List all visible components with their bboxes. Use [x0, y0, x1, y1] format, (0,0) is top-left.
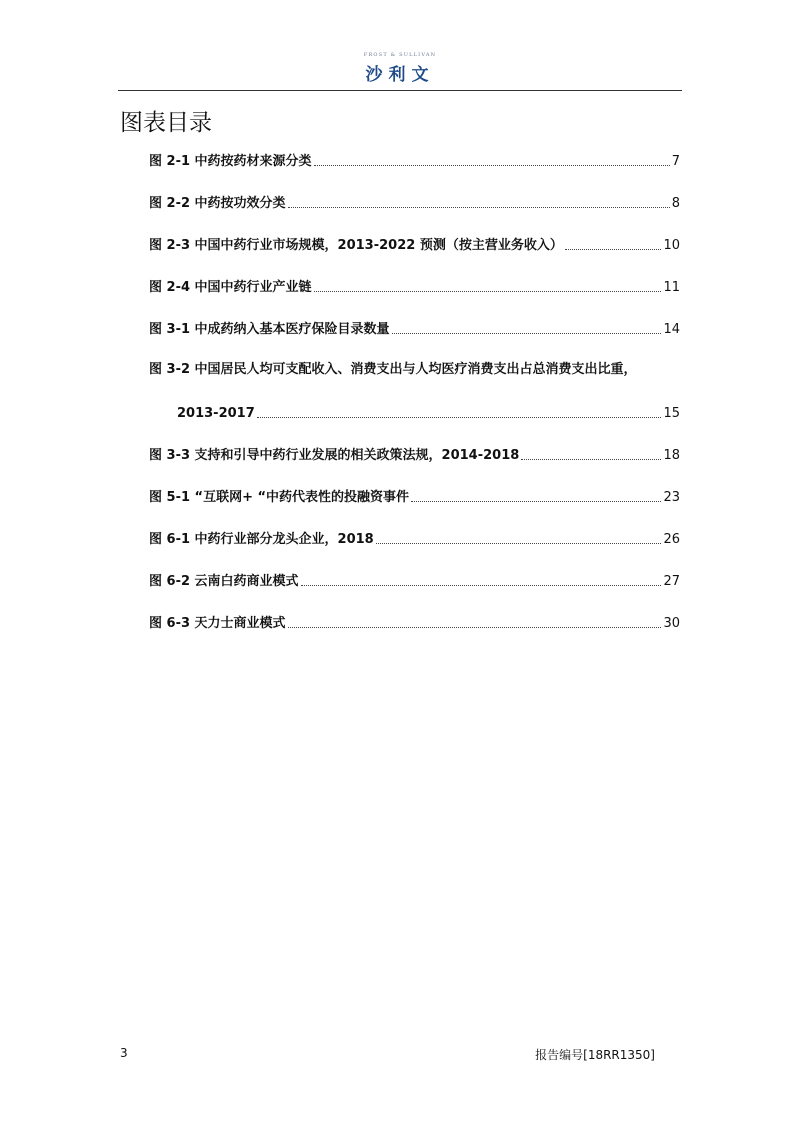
- toc-entry-fig-3-2[interactable]: 图 3-2 中国居民人均可支配收入、消费支出与人均医疗消费支出占总消费支出比重，: [149, 362, 637, 377]
- toc-entry-label: 图 3-3 支持和引导中药行业发展的相关政策法规，2014-2018: [149, 448, 520, 463]
- brand-name-chinese: 沙利文: [365, 65, 435, 85]
- toc-leader-dots: [376, 543, 662, 544]
- toc-entry-page: 10: [663, 238, 680, 253]
- toc-entry-page: 27: [663, 574, 680, 589]
- brand-name-english: FROST & SULLIVAN: [363, 52, 437, 58]
- toc-entry-page: 7: [671, 154, 680, 169]
- toc-leader-dots: [411, 501, 661, 502]
- toc-entry-label: 图 2-4 中国中药行业产业链: [149, 280, 312, 295]
- toc-entry-page: 26: [663, 532, 680, 547]
- toc-entry-fig-3-3[interactable]: [149, 444, 680, 464]
- toc-entry-label: 图 6-2 云南白药商业模式: [149, 574, 299, 589]
- toc-leader-dots: [301, 585, 662, 586]
- toc-leader-dots: [288, 207, 670, 208]
- toc-entry-page: 15: [663, 406, 680, 421]
- toc-leader-dots: [288, 627, 662, 628]
- toc-entry-fig-3-1[interactable]: [149, 318, 680, 338]
- toc-entry-label: 图 2-1 中药按药材来源分类: [149, 154, 312, 169]
- toc-entry-fig-2-3[interactable]: [149, 234, 680, 254]
- toc-leader-dots: [257, 417, 662, 418]
- toc-leader-dots: [565, 249, 662, 250]
- toc-entry-fig-6-3[interactable]: [149, 612, 680, 632]
- toc-leader-dots: [392, 333, 662, 334]
- toc-entry-fig-3-2-continued[interactable]: [177, 402, 680, 422]
- toc-entry-fig-2-1[interactable]: [149, 150, 680, 170]
- toc-title: 图表目录: [120, 110, 212, 136]
- toc-entry-page: 23: [663, 490, 680, 505]
- toc-entry-page: 30: [663, 616, 680, 631]
- toc-entry-page: 11: [663, 280, 680, 295]
- footer-report-id: 报告编号[18RR1350]: [535, 1048, 655, 1062]
- toc-entry-fig-5-1[interactable]: [149, 486, 680, 506]
- toc-entry-page: 14: [663, 322, 680, 337]
- toc-entry-label-continued: 2013-2017: [177, 406, 255, 421]
- header-divider: [118, 90, 682, 91]
- toc-entry-label: 图 6-1 中药行业部分龙头企业，2018: [149, 532, 374, 547]
- brand-logo: [0, 52, 800, 85]
- toc-entry-fig-6-1[interactable]: [149, 528, 680, 548]
- toc-leader-dots: [314, 165, 670, 166]
- toc-entry-label: 图 5-1 “互联网+ “中药代表性的投融资事件: [149, 490, 410, 505]
- footer-page-number: 3: [120, 1046, 128, 1060]
- toc-entry-page: 18: [663, 448, 680, 463]
- toc-entry-fig-2-4[interactable]: [149, 276, 680, 296]
- toc-entry-label: 图 6-3 天力士商业模式: [149, 616, 286, 631]
- toc-entry-fig-6-2[interactable]: [149, 570, 680, 590]
- toc-entry-label: 图 2-3 中国中药行业市场规模，2013-2022 预测（按主营业务收入）: [149, 238, 563, 253]
- toc-leader-dots: [521, 459, 661, 460]
- toc-entry-label: 图 3-1 中成药纳入基本医疗保险目录数量: [149, 322, 390, 337]
- toc-leader-dots: [314, 291, 662, 292]
- toc-entry-page: 8: [671, 196, 680, 211]
- toc-entry-fig-2-2[interactable]: [149, 192, 680, 212]
- toc-entry-label: 图 2-2 中药按功效分类: [149, 196, 286, 211]
